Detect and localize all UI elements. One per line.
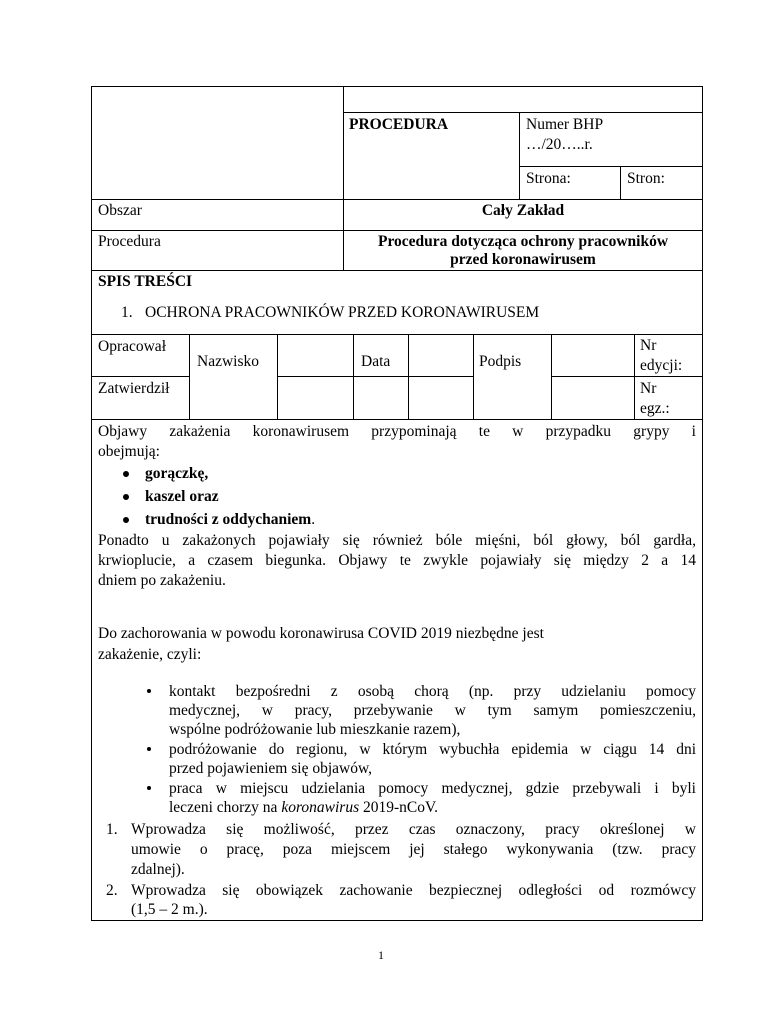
edition-number-label-1: Nr [640, 337, 657, 354]
symptom-item-3-tail: . [311, 511, 316, 528]
procedure-row-label: Procedura [98, 233, 161, 250]
rule-1-number: 1. [106, 821, 118, 838]
rule-1-line-2: umowie o pracę, poza miejscem jej stałego wykonywania (tzw. pracy [131, 841, 696, 858]
para2-line-1: Ponadto u zakażonych pojawiały się również bóle mięśni, ból głowy, ból gardła, [98, 532, 696, 549]
approved-by-label: Zatwierdził [98, 380, 170, 397]
procedure-heading: PROCEDURA [349, 116, 449, 133]
rule-2-line-1: Wprowadza się obowiązek zachowanie bezpiecznej odległości od rozmówcy [131, 882, 696, 899]
rule-1-line-1: Wprowadza się możliwość, przez czas oznaczony, pracy określonej w [131, 821, 696, 838]
symptom-item-3 [145, 511, 315, 529]
symptom-bullet [123, 494, 129, 500]
intro-line-2: obejmują: [98, 443, 160, 460]
toc-title: SPIS TREŚCI [98, 273, 193, 290]
page-label: Strona: [526, 170, 571, 187]
toc-item-number: 1. [121, 304, 133, 321]
symptom-item-2: kaszel oraz [145, 488, 219, 505]
date-label: Data [361, 353, 391, 370]
para3-line-2: zakażenie, czyli: [98, 646, 202, 663]
symptom-item-1: gorączkę, [145, 465, 209, 482]
contact-bullet [147, 747, 151, 751]
pages-label: Stron: [627, 170, 665, 187]
symptom-item-3-text: trudności z oddychaniem [145, 511, 312, 528]
page-number: 1 [378, 948, 384, 962]
contact-3-line-2-c: 2019-nCoV. [359, 799, 439, 816]
para2-line-2: krwioplucie, a czasem biegunka. Objawy te zwykle pojawiały się między 2 a 14 [98, 552, 696, 569]
edition-number-label-2: edycji: [640, 357, 683, 374]
symptom-bullet [123, 471, 129, 477]
copy-number-label-1: Nr [640, 380, 657, 397]
area-label: Obszar [98, 202, 142, 219]
para2-line-3: dniem po zakażeniu. [98, 572, 226, 589]
contact-1-line-2: medycznej, w pracy, przebywanie w tym samym pomieszczeniu, [169, 702, 696, 719]
contact-3-line-2-italic: koronawirus [281, 799, 360, 816]
procedure-row-value-line1: Procedura dotycząca ochrony pracowników [377, 233, 669, 250]
contact-2-line-1: podróżowanie do regionu, w którym wybuchła epidemia w ciągu 14 dni [169, 741, 696, 758]
contact-3-line-2 [169, 799, 438, 817]
contact-bullet [147, 689, 151, 693]
rule-1-line-3: zdalnej). [131, 861, 185, 878]
procedure-row-value-line2: przed koronawirusem [450, 251, 596, 268]
signature-label: Podpis [479, 353, 522, 370]
area-value: Cały Zakład [481, 202, 565, 219]
toc-item-link[interactable]: OCHRONA PRACOWNIKÓW PRZED KORONAWIRUSEM [145, 304, 540, 321]
rule-2-number: 2. [106, 882, 118, 899]
contact-3-line-2-a: leczeni chorzy na [169, 799, 282, 816]
copy-number-label-2: egz.: [640, 400, 670, 417]
para3-line-1: Do zachorowania w powodu koronawirusa COVID 2019 niezbędne jest [98, 625, 544, 642]
bhp-number-value: …/20…..r. [526, 136, 593, 153]
surname-label: Nazwisko [197, 353, 259, 370]
contact-bullet [147, 786, 151, 790]
prepared-by-label: Opracował [98, 338, 166, 355]
contact-1-line-1: kontakt bezpośredni z osobą chorą (np. przy udzielaniu pomocy [169, 683, 696, 700]
contact-2-line-2: przed pojawieniem się objawów, [169, 760, 373, 777]
bhp-number-label: Numer BHP [526, 116, 604, 133]
rule-2-line-2: (1,5 – 2 m.). [131, 901, 208, 918]
symptom-bullet [123, 517, 129, 523]
intro-line-1: Objawy zakażenia koronawirusem przypominają te w przypadku grypy i [98, 423, 696, 440]
contact-3-line-1: praca w miejscu udzielania pomocy medycznej, gdzie przebywali i byli [169, 780, 696, 797]
contact-1-line-3: wspólne podróżowanie lub mieszkanie razem), [169, 721, 461, 738]
